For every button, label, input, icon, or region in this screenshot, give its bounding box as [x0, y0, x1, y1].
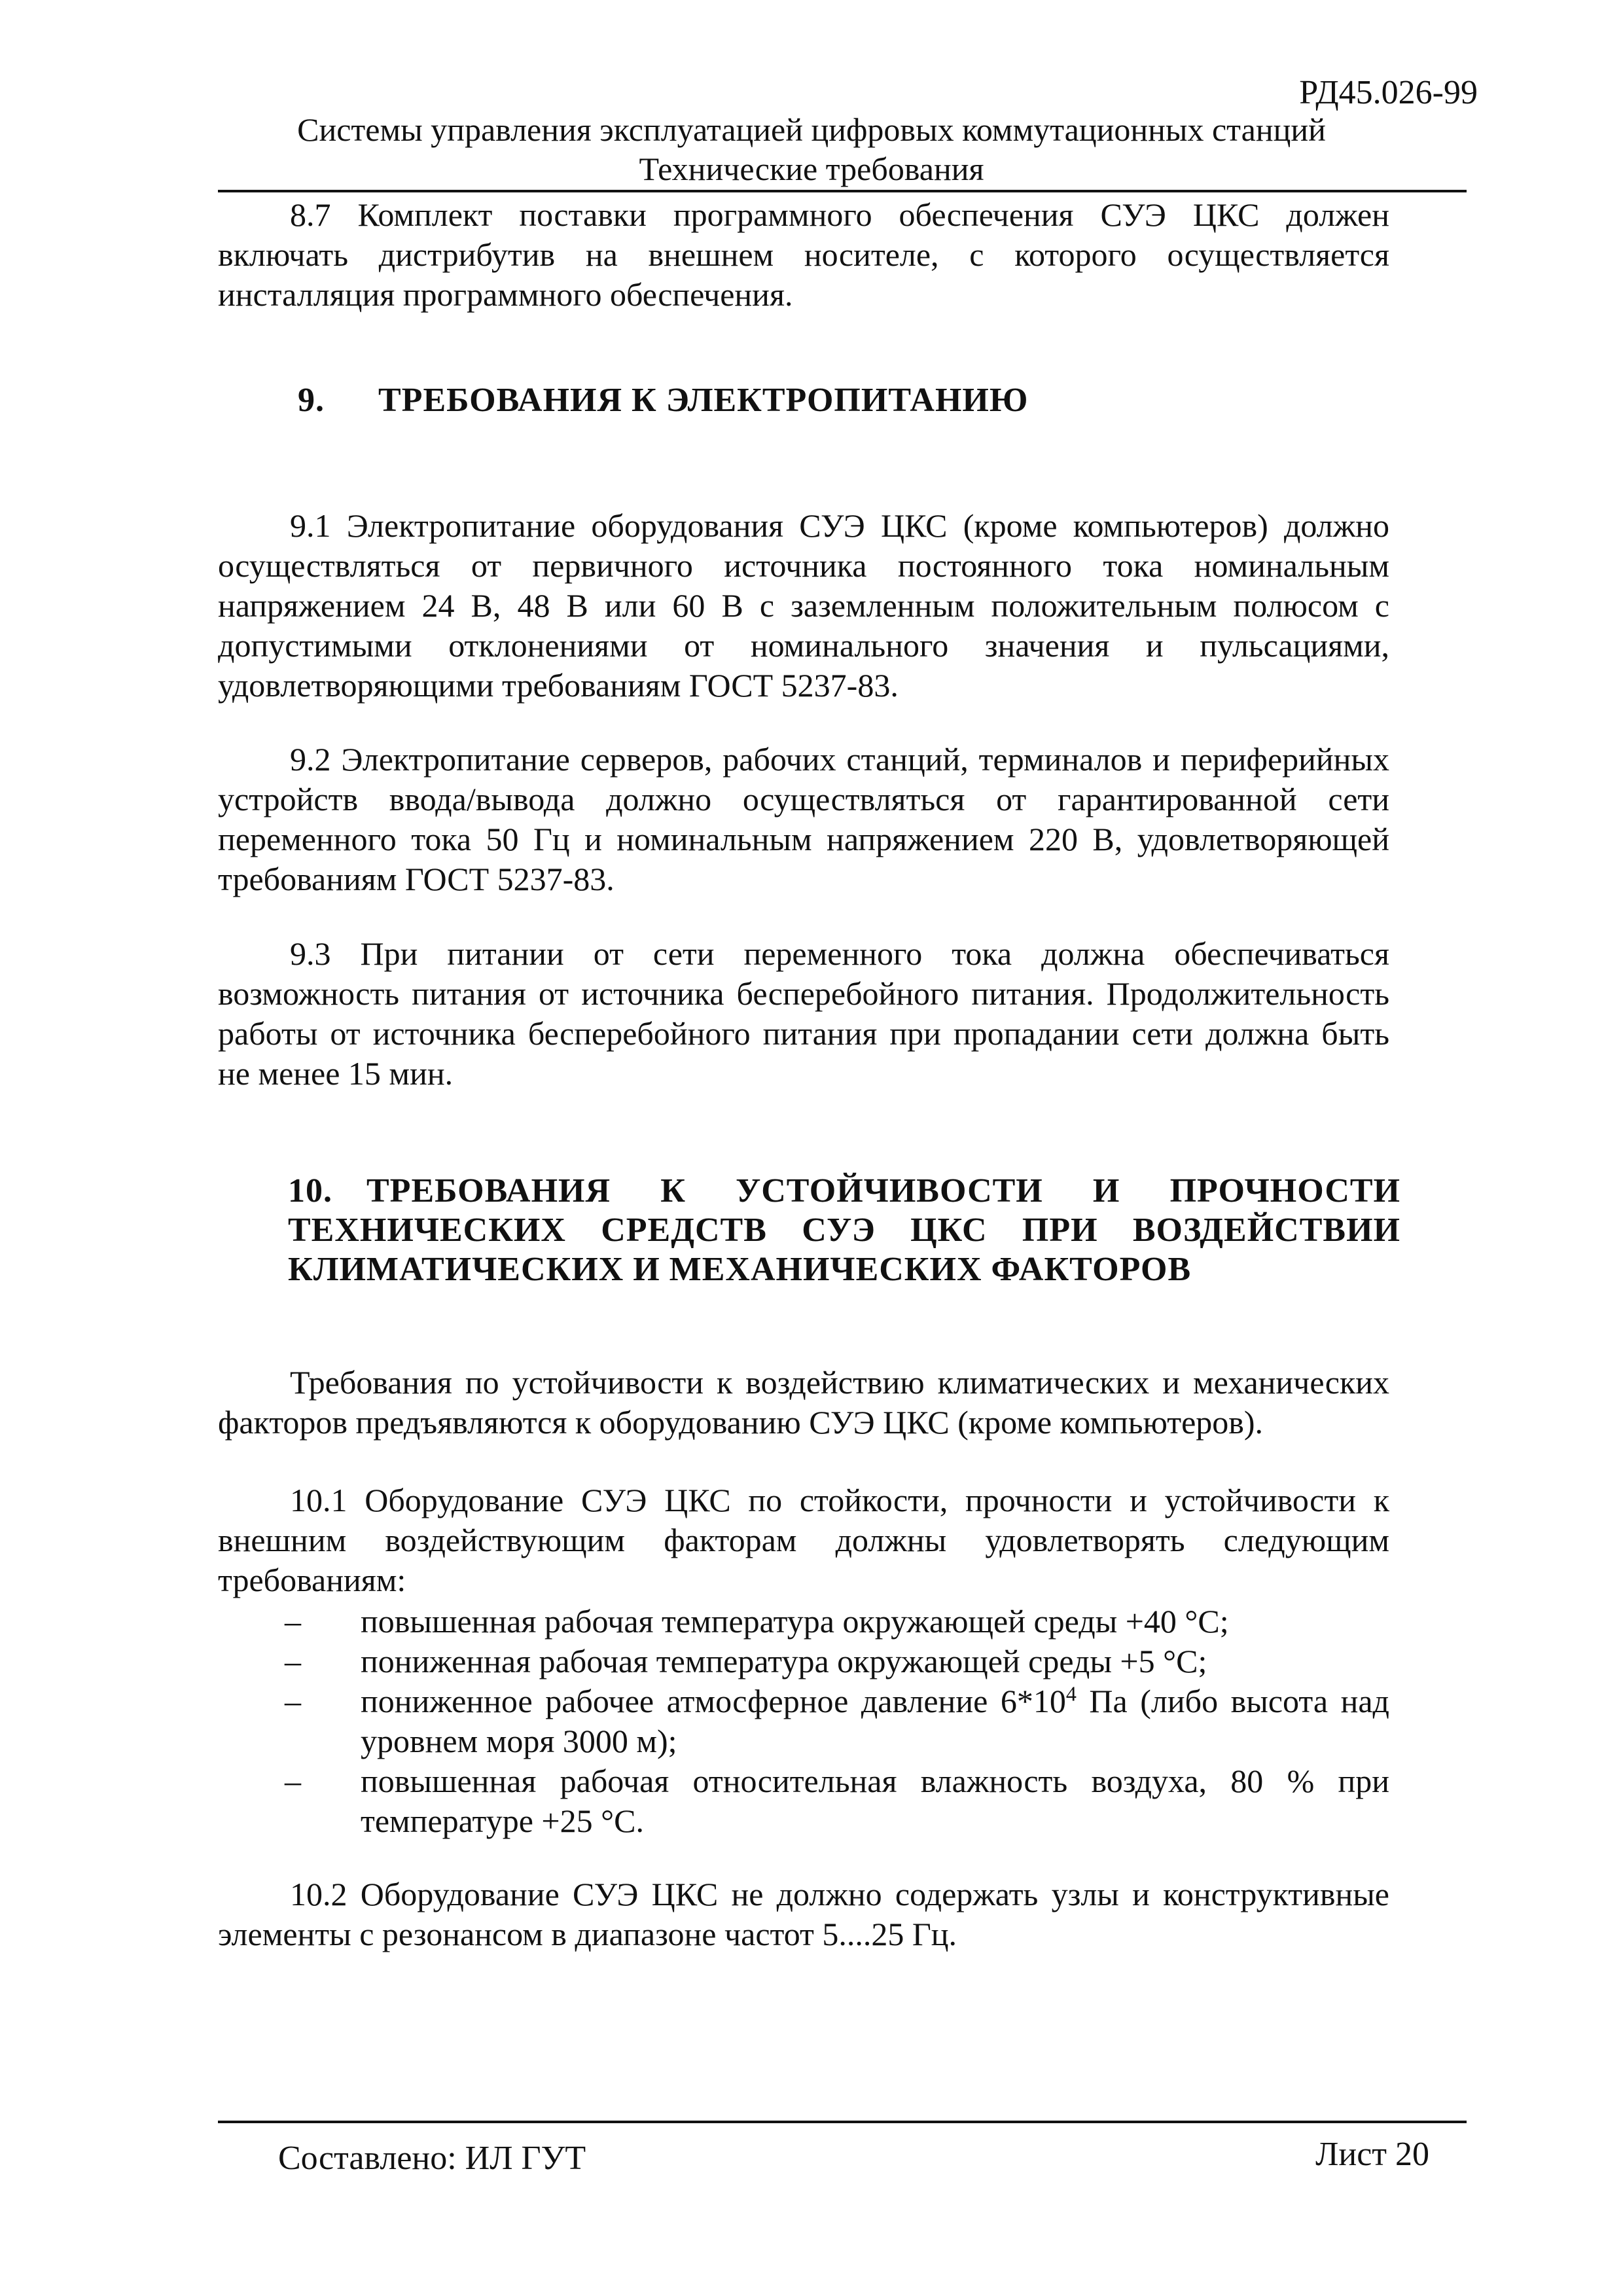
- sheet-number: Лист 20: [1315, 2136, 1429, 2173]
- paragraph-10-intro: Требования по устойчивости к воздействию климатических и механических факторов предъявляются к оборудованию СУЭ ЦКС (кроме компьютеров).: [218, 1364, 1389, 1441]
- exponent: 4: [1065, 1681, 1077, 1706]
- list-dash: –: [285, 1683, 301, 1719]
- compiled-by: Составлено: ИЛ ГУТ: [278, 2140, 586, 2177]
- paragraph-8-7: 8.7 Комплект поставки программного обеспечения СУЭ ЦКС должен включать дистрибутив на внешнем носителе, с которого осуществляется инсталляция программного обеспечения.: [218, 196, 1389, 313]
- list-dash: –: [285, 1763, 301, 1799]
- section-9-number: 9.: [298, 382, 325, 419]
- section-10-number: 10.: [288, 1172, 332, 1210]
- section-9-heading: ТРЕБОВАНИЯ К ЭЛЕКТРОПИТАНИЮ: [378, 382, 1029, 419]
- list-dash: –: [285, 1643, 301, 1679]
- requirements-list: [218, 1602, 1389, 1841]
- header-subtitle: Технические требования: [639, 151, 984, 187]
- list-dash: –: [285, 1603, 301, 1640]
- document-code: РД45.026-99: [1299, 74, 1478, 111]
- section-10-heading: [288, 1172, 1400, 1289]
- paragraph-10-1: 10.1 Оборудование СУЭ ЦКС по стойкости, прочности и устойчивости к внешним воздействующим факторам должны удовлетворять следующим требованиям:: [218, 1482, 1389, 1598]
- paragraph-9-1: 9.1 Электропитание оборудования СУЭ ЦКС (кроме компьютеров) должно осуществляться от первичного источника постоянного тока номинальным напряжением 24 В, 48 В или 60 В с заземленным положительным полюсом с допустимыми отклонениями от номинального значения и пульсациями, удовлетворяющими требованиям ГОСТ 5237-83.: [218, 507, 1389, 704]
- paragraph-9-2: 9.2 Электропитание серверов, рабочих станций, терминалов и периферийных устройств ввода/вывода должно осуществляться от гарантированной сети переменного тока 50 Гц и номинальным напряжением 220 В, удовлетворяющей требованиям ГОСТ 5237-83.: [218, 741, 1389, 897]
- section-10-heading-text: ТРЕБОВАНИЯ К УСТОЙЧИВОСТИ И ПРОЧНОСТИ ТЕХНИЧЕСКИХ СРЕДСТВ СУЭ ЦКС ПРИ ВОЗДЕЙСТВИИ КЛИМАТИЧЕСКИХ И МЕХАНИЧЕСКИХ ФАКТОРОВ: [288, 1172, 1400, 1288]
- list-item: – повышенная рабочая температура окружающей среды +40 °С;: [218, 1602, 1389, 1641]
- list-item: – пониженное рабочее атмосферное давление $6*10^4$ Па (либо высота над уровнем моря 3000 м);: [285, 1681, 1389, 1759]
- paragraph-10-2: 10.2 Оборудование СУЭ ЦКС не должно содержать узлы и конструктивные элементы с резонансом в диапазоне частот 5....25 Гц.: [218, 1876, 1389, 1952]
- header-title: Системы управления эксплуатацией цифровых коммутационных станций: [297, 111, 1326, 148]
- header-divider: [218, 190, 1467, 192]
- paragraph-9-3: 9.3 При питании от сети переменного тока должна обеспечиваться возможность питания от источника бесперебойного питания. Продолжительность работы от источника бесперебойного питания при пропадании сети должна быть не менее 15 мин.: [218, 935, 1389, 1092]
- footer-divider: [218, 2121, 1467, 2123]
- list-item: – пониженная рабочая температура окружающей среды +5 °С;: [218, 1641, 1389, 1681]
- list-item: – повышенная рабочая относительная влажность воздуха, 80 % при температуре +25 °С.: [285, 1763, 1389, 1839]
